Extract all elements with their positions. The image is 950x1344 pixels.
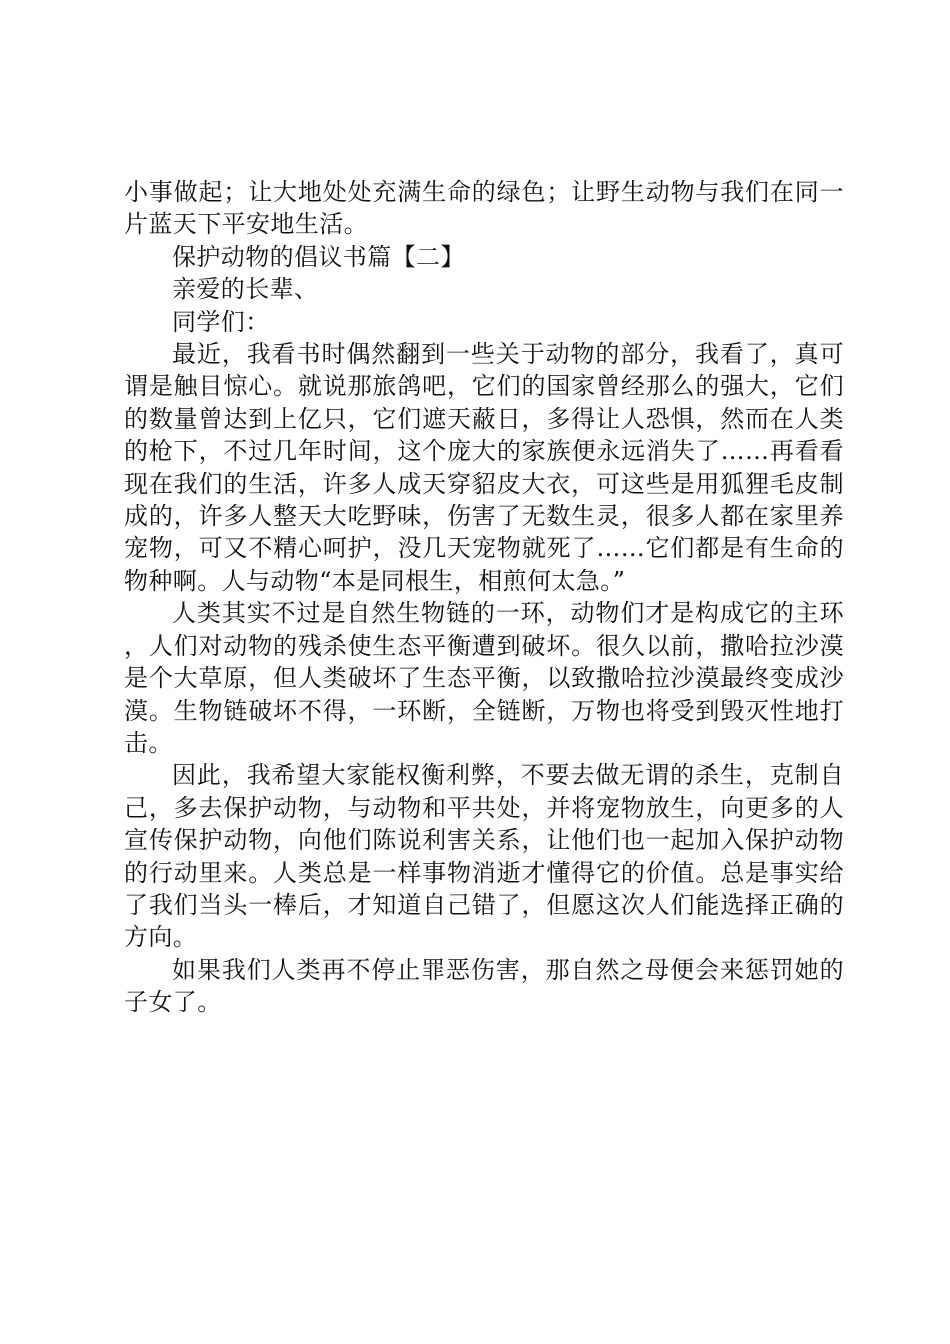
paragraph-appeal: 因此，我希望大家能权衡利弊，不要去做无谓的杀生，克制自己，多去保护动物，与动物和平共处，并将宠物放生，向更多的人宣传保护动物，向他们陈说利害关系，让他们也一起加入保护动物的行动里来。人类总是一样事物消逝才懂得它的价值。总是事实给了我们当头一棒后，才知道自己错了，但愿这次人们能选择正确的方向。 bbox=[124, 761, 844, 952]
salutation-line-1: 亲爱的长辈、 bbox=[172, 275, 319, 304]
paragraph-passenger-pigeon: 最近，我看书时偶然翻到一些关于动物的部分，我看了，真可谓是触目惊心。就说那旅鸽吧，它们的国家曾经那么的强大，它们的数量曾达到上亿只，它们遮天蔽日，多得让人恐惧，然而在人类的枪下，不过几年时间，这个庞大的家族便永远消失了……再看看现在我们的生活，许多人成天穿貂皮大衣，可这些是用狐狸毛皮制成的，许多人整天大吃野味，伤害了无数生灵，很多人都在家里养宠物，可又不精心呵护，没几天宠物就死了……它们都是有生命的物种啊。人与动物“本是同根生，相煎何太急。” bbox=[124, 340, 844, 595]
paragraph-conclusion: 如果我们人类再不停止罪恶伤害，那自然之母便会来惩罚她的子女了。 bbox=[124, 955, 844, 1017]
section-title: 保护动物的倡议书篇【二】 bbox=[172, 242, 465, 271]
paragraph-continuation: 小事做起；让大地处处充满生命的绿色；让野生动物与我们在同一片蓝天下平安地生活。 bbox=[124, 178, 844, 239]
paragraph-food-chain: 人类其实不过是自然生物链的一环，动物们才是构成它的主环，人们对动物的残杀使生态平衡遭到破坏。很久以前，撒哈拉沙漠是个大草原，但人类破坏了生态平衡，以致撒哈拉沙漠最终变成沙漠。生物链破坏不得，一环断，全链断，万物也将受到毁灭性地打击。 bbox=[124, 599, 844, 757]
salutation-line-2: 同学们： bbox=[172, 307, 270, 336]
document-body bbox=[124, 176, 844, 1019]
